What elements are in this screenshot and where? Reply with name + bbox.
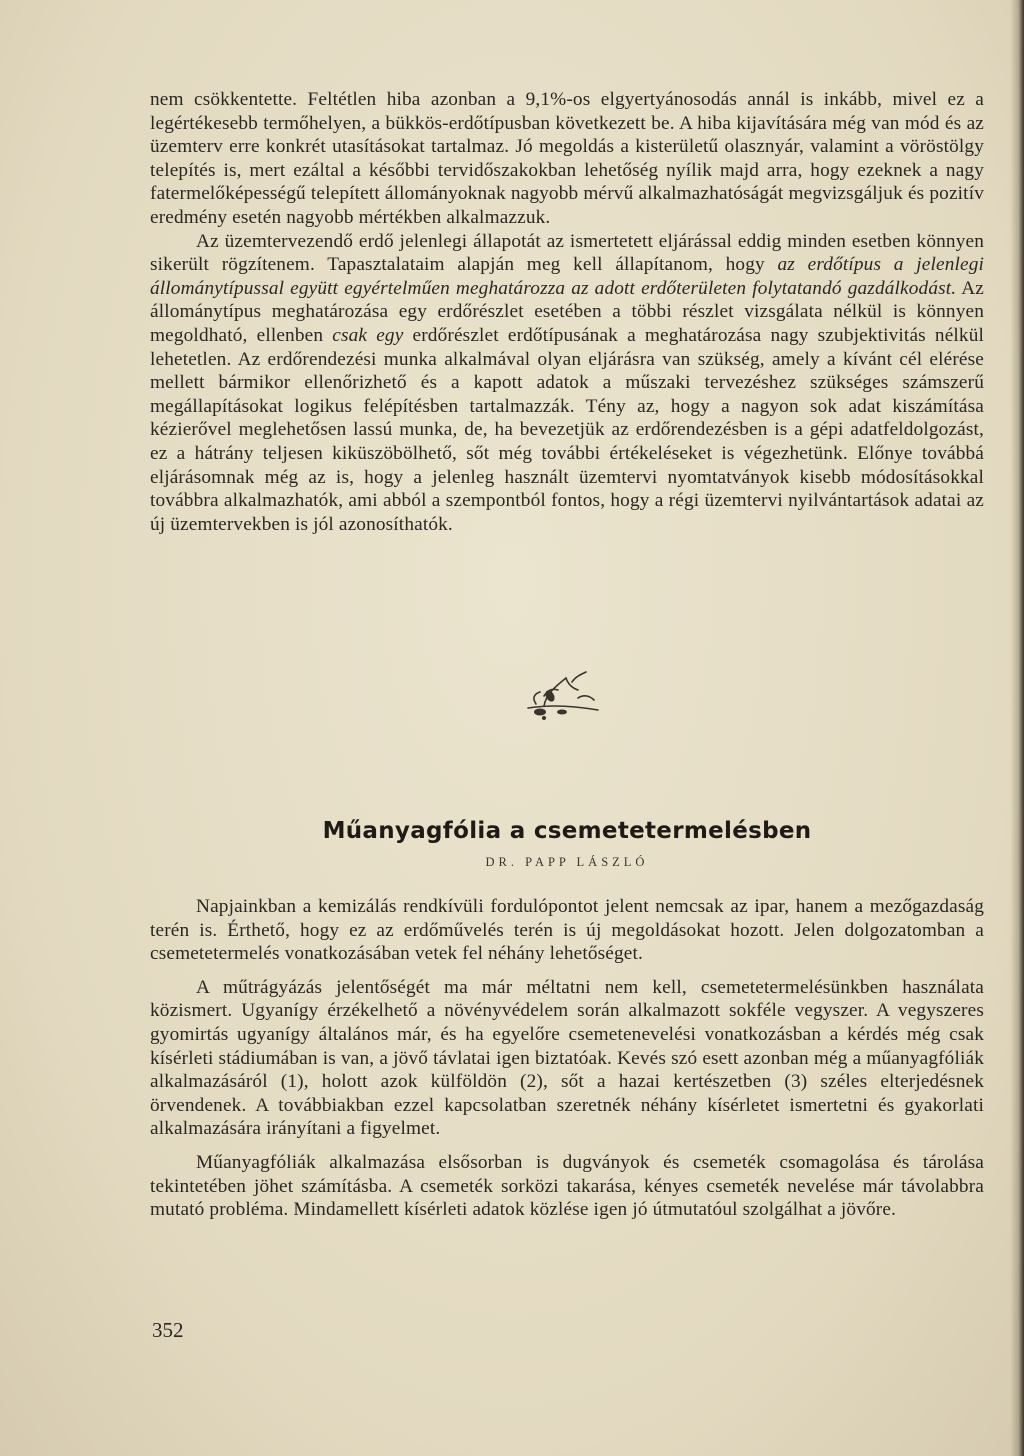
article-author: DR. PAPP LÁSZLÓ	[485, 855, 649, 869]
paragraph-2	[150, 230, 984, 537]
section-continued-text	[150, 88, 984, 536]
paragraph-2-emphasis-2: csak egy	[332, 324, 404, 346]
article-paragraph: Napjainkban a kemizálás rendkívüli fordulópontot jelent nemcsak az ipar, hanem a mezőgazdaság terén is. Érthető, hogy ez az erdőművelés terén is új megoldásokat hozott. Jelen dolgozatomban a csemetetermelés vonatkozásában vetek fel néhány lehetőséget.	[150, 896, 984, 965]
page-number: 352	[152, 1318, 184, 1342]
article-body	[150, 895, 984, 1222]
paragraph-2-end: erdőrészlet erdőtípusának a meghatározása nagy szubjektivitás nélkül lehetetlen. Az erdőrendezési munka alkalmával olyan eljárásra van szükség, amely a kívánt cél elérése mellett bármikor ellenőrizhető és a kapott adatok a műszaki tervezéshez szükséges számszerű megállapításokat logikus felépítésben tartalmazzák. Tény az, hogy a nagyon sok adat kiszámítása kézierővel meglehetősen lassú munka, de, ha bevezetjük az erdőrendezésben is a gépi adatfeldolgozást, ez a hátrány teljesen kiküszöbölhető, sőt még további értékeléseket is végezhetünk. Előnye továbbá eljárásomnak még az is, hogy a jelenleg használt üzemtervi nyomtatványok kisebb módosításokkal továbbra alkalmazhatók, ami abból a szempontból fontos, hogy a régi üzemtervi nyilvántartások adatai az új üzemtervekben is jól azonosíthatók.	[150, 324, 985, 535]
paragraph-2-emphasis-1: az erdőtípus a jelenlegi állománytípussal együtt egyértelműen meghatározza az adott erdőterületen folytatandó gazdálkodást.	[150, 254, 984, 299]
article-paragraph: A műtrágyázás jelentőségét ma már méltatni nem kell, csemetetermelésünkben használata közismert. Ugyanígy érzékelhető a növényvédelem során alkalmazott sokféle vegyszer. A vegyszeres gyomirtás ugyanígy általános már, és ha egyelőre csemetenevelési vonatkozásban a kérdés még csak kísérleti stádiumában is van, a jövő távlatai igen biztatóak. Kevés szó esett azonban még a műanyagfóliák alkalmazásáról (1), holott azok külföldön (2), sőt a hazai kertészetben (3) széles elterjedésnek örvendenek. A továbbiakban ezzel kapcsolatban szeretnék néhány kísérletet ismertetni és gyakorlati alkalmazására irányítani a figyelmet.	[150, 976, 984, 1140]
leaf-ornament-icon	[522, 668, 604, 722]
paragraph-2-start: Az üzemtervezendő erdő jelenlegi állapotát az ismertetett eljárással eddig minden esetben könnyen sikerült rögzítenem. Tapasztalataim alapján meg kell állapítanom, hogy	[150, 230, 984, 276]
article-paragraph: Műanyagfóliák alkalmazása elsősorban is dugványok és csemeték csomagolása és tárolása tekintetében jöhet számításba. A csemeték sorközi takarása, kényes csemeték nevelése már távolabbra mutató probléma. Mindamellett kísérleti adatok közlése igen jó útmutatóul szolgálhat a jövőre.	[150, 1151, 984, 1221]
paragraph-2-middle: Az állománytípus meghatározása egy erdőrészlet esetében a többi részlet vizsgálata nélkül is könnyen megoldható, ellenben	[150, 277, 984, 346]
paragraph-1: nem csökkentette. Feltétlen hiba azonban a 9,1%-os elgyertyánosodás annál is inkább, mivel ez a legértékesebb termőhelyen, a bükkös-erdőtípusban következett be. A hiba kijavítására még van mód és az üzemterv erre konkrét utasításokat tartalmaz. Jó megoldás a kisterületű olasznyár, valamint a vöröstölgy telepítés is, mert ezáltal a későbbi tervidőszakokban lehetőség nyílik majd arra, hogy ezeknek a nagy fatermelőképességű telepített állományoknak nagyobb mérvű alkalmazhatóságát megvizsgáljuk és pozitív eredmény esetén nagyobb mértékben alkalmazzuk.	[150, 89, 984, 228]
page-edge-shadow	[1010, 0, 1024, 1456]
article-title: Műanyagfólia a csemetetermelésben	[322, 818, 812, 844]
